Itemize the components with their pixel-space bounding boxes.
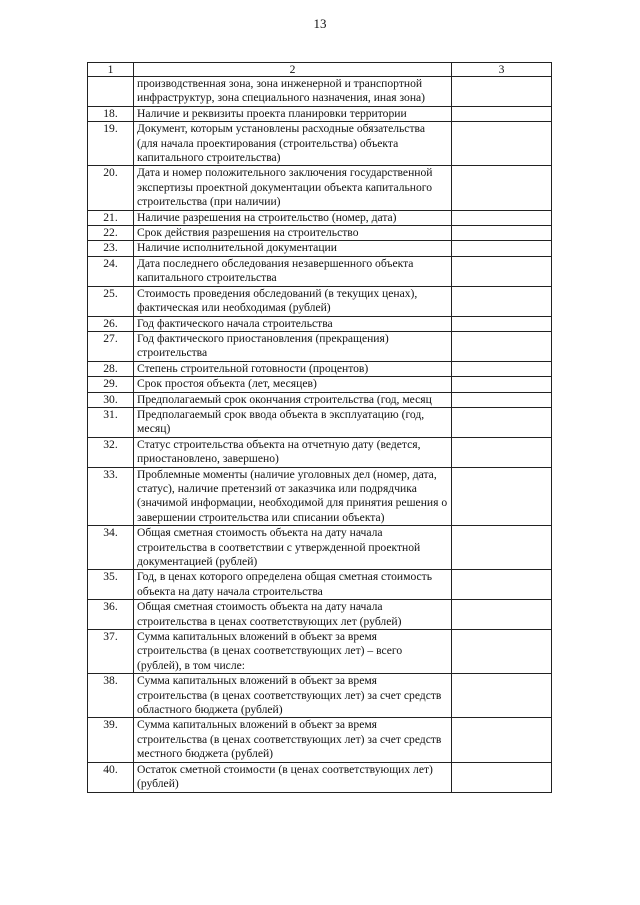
row-name-cell: Общая сметная стоимость объекта на дату начала строительства в соответствии с утвержденной проектной документацией (рублей) — [134, 526, 452, 570]
row-value-cell — [452, 377, 552, 392]
row-name-cell: Дата последнего обследования незавершенного объекта капитального строительства — [134, 256, 452, 286]
row-value-cell — [452, 316, 552, 331]
row-number-cell: 23. — [88, 241, 134, 256]
row-number-cell: 18. — [88, 106, 134, 121]
row-name-cell: Год, в ценах которого определена общая сметная стоимость объекта на дату начала строительства — [134, 570, 452, 600]
table-row — [88, 392, 552, 407]
table-row — [88, 377, 552, 392]
row-number-cell: 31. — [88, 407, 134, 437]
table-row — [88, 361, 552, 376]
row-name-cell: Год фактического приостановления (прекращения) строительства — [134, 331, 452, 361]
row-value-cell — [452, 392, 552, 407]
row-value-cell — [452, 762, 552, 792]
row-number-cell: 27. — [88, 331, 134, 361]
row-name-cell: Наличие исполнительной документации — [134, 241, 452, 256]
row-number-cell: 19. — [88, 122, 134, 166]
row-number-cell: 34. — [88, 526, 134, 570]
row-name-cell: Сумма капитальных вложений в объект за время строительства (в ценах соответствующих лет) – всего (рублей), в том числе: — [134, 630, 452, 674]
row-value-cell — [452, 210, 552, 225]
row-number-cell: 37. — [88, 630, 134, 674]
row-number-cell: 36. — [88, 600, 134, 630]
row-name-cell: Дата и номер положительного заключения государственной экспертизы проектной документации объекта капитального строительства (при наличии) — [134, 166, 452, 210]
table-row — [88, 210, 552, 225]
row-number-cell: 35. — [88, 570, 134, 600]
row-name-cell: Сумма капитальных вложений в объект за время строительства (в ценах соответствующих лет) за счет средств областного бюджета (рублей) — [134, 674, 452, 718]
row-value-cell — [452, 331, 552, 361]
row-value-cell — [452, 77, 552, 107]
row-value-cell — [452, 600, 552, 630]
row-number-cell: 25. — [88, 286, 134, 316]
table-row — [88, 166, 552, 210]
row-name-cell: Остаток сметной стоимости (в ценах соответствующих лет) (рублей) — [134, 762, 452, 792]
row-number-cell: 20. — [88, 166, 134, 210]
row-number-cell: 24. — [88, 256, 134, 286]
table-row — [88, 122, 552, 166]
table-row — [88, 106, 552, 121]
row-name-cell: производственная зона, зона инженерной и транспортной инфраструктур, зона специального назначения, иная зона) — [134, 77, 452, 107]
row-value-cell — [452, 361, 552, 376]
table-row — [88, 570, 552, 600]
column-header-number: 1 — [88, 63, 134, 77]
row-value-cell — [452, 407, 552, 437]
table-row — [88, 674, 552, 718]
row-value-cell — [452, 286, 552, 316]
row-value-cell — [452, 526, 552, 570]
table-row — [88, 331, 552, 361]
row-value-cell — [452, 437, 552, 467]
row-name-cell: Сумма капитальных вложений в объект за время строительства (в ценах соответствующих лет) за счет средств местного бюджета (рублей) — [134, 718, 452, 762]
row-name-cell: Стоимость проведения обследований (в текущих ценах), фактическая или необходимая (рублей) — [134, 286, 452, 316]
row-value-cell — [452, 570, 552, 600]
column-header-name: 2 — [134, 63, 452, 77]
row-value-cell — [452, 106, 552, 121]
table-row — [88, 718, 552, 762]
row-name-cell: Степень строительной готовности (процентов) — [134, 361, 452, 376]
row-number-cell: 26. — [88, 316, 134, 331]
row-name-cell: Предполагаемый срок окончания строительства (год, месяц — [134, 392, 452, 407]
row-number-cell: 39. — [88, 718, 134, 762]
row-value-cell — [452, 122, 552, 166]
row-number-cell: 40. — [88, 762, 134, 792]
table-header-row — [88, 63, 552, 77]
row-value-cell — [452, 467, 552, 526]
table-row — [88, 241, 552, 256]
row-number-cell: 21. — [88, 210, 134, 225]
row-value-cell — [452, 256, 552, 286]
row-value-cell — [452, 226, 552, 241]
row-value-cell — [452, 241, 552, 256]
table-row — [88, 286, 552, 316]
table-row — [88, 316, 552, 331]
table-row — [88, 762, 552, 792]
table-row — [88, 407, 552, 437]
row-number-cell: 30. — [88, 392, 134, 407]
row-number-cell: 29. — [88, 377, 134, 392]
row-name-cell: Предполагаемый срок ввода объекта в эксплуатацию (год, месяц) — [134, 407, 452, 437]
table-row — [88, 437, 552, 467]
row-name-cell: Наличие разрешения на строительство (номер, дата) — [134, 210, 452, 225]
column-header-value: 3 — [452, 63, 552, 77]
row-name-cell: Срок действия разрешения на строительство — [134, 226, 452, 241]
row-name-cell: Общая сметная стоимость объекта на дату начала строительства в ценах соответствующих лет (рублей) — [134, 600, 452, 630]
table-row — [88, 256, 552, 286]
row-value-cell — [452, 718, 552, 762]
row-number-cell: 33. — [88, 467, 134, 526]
table-row — [88, 77, 552, 107]
row-number-cell: 32. — [88, 437, 134, 467]
row-number-cell — [88, 77, 134, 107]
row-name-cell: Проблемные моменты (наличие уголовных дел (номер, дата, статус), наличие претензий от заказчика или подрядчика (значимой информации, необходимой для принятия решения о завершении строительства или списании объекта) — [134, 467, 452, 526]
table-row — [88, 600, 552, 630]
table-row — [88, 226, 552, 241]
page-number: 13 — [313, 16, 327, 31]
table-body — [88, 77, 552, 793]
row-number-cell: 22. — [88, 226, 134, 241]
row-name-cell: Год фактического начала строительства — [134, 316, 452, 331]
row-value-cell — [452, 630, 552, 674]
row-name-cell: Наличие и реквизиты проекта планировки территории — [134, 106, 452, 121]
objects-info-table — [87, 62, 552, 793]
row-name-cell: Срок простоя объекта (лет, месяцев) — [134, 377, 452, 392]
row-value-cell — [452, 674, 552, 718]
table-row — [88, 630, 552, 674]
row-number-cell: 38. — [88, 674, 134, 718]
row-name-cell: Статус строительства объекта на отчетную дату (ведется, приостановлено, завершено) — [134, 437, 452, 467]
row-value-cell — [452, 166, 552, 210]
table-row — [88, 467, 552, 526]
row-name-cell: Документ, которым установлены расходные обязательства (для начала проектирования (строительства) объекта капитального строительства) — [134, 122, 452, 166]
table-row — [88, 526, 552, 570]
row-number-cell: 28. — [88, 361, 134, 376]
